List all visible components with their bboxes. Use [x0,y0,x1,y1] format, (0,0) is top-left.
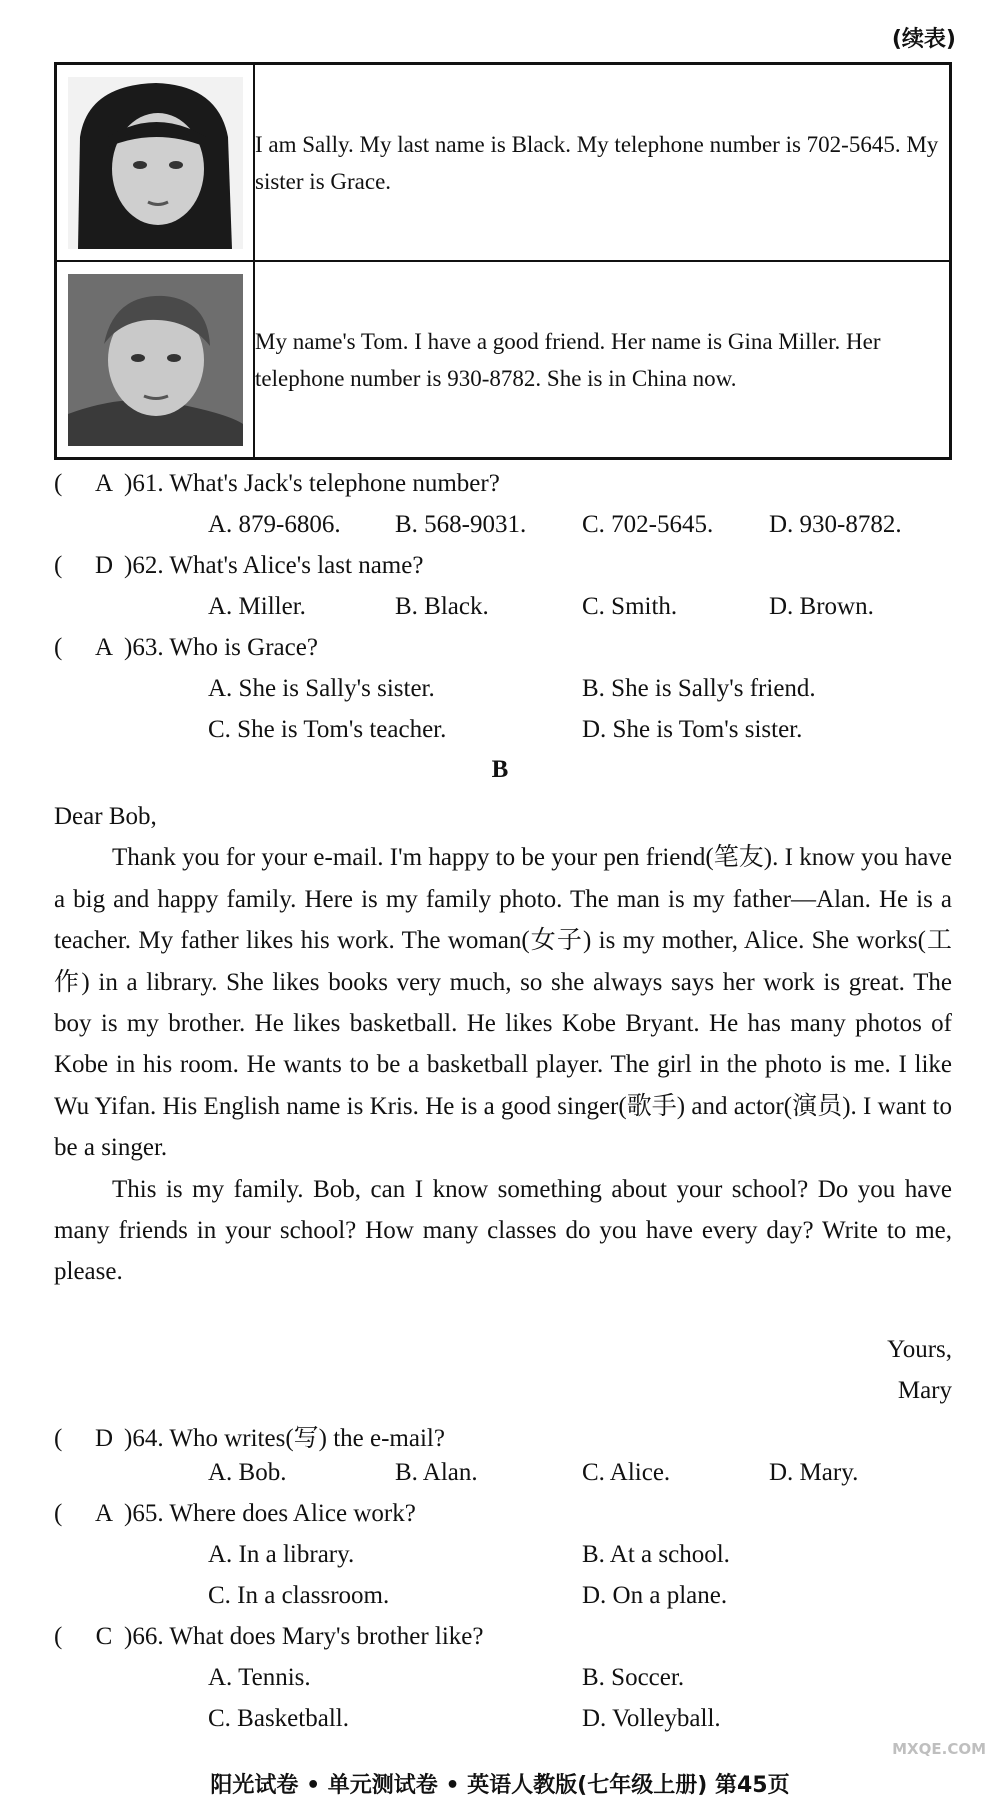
profile-row-tom [56,261,951,459]
profile-photo-cell [56,64,255,262]
option-b: B. She is Sally's friend. [582,675,816,702]
answer-letter: D [94,1425,114,1452]
letter-greeting: Dear Bob, [54,803,157,830]
answer-letter: D [94,552,114,579]
option-c: C. In a classroom. [208,1582,390,1609]
open-paren: ( [54,1500,63,1527]
boy-portrait-photo [68,274,243,446]
open-paren: ( [54,1623,63,1650]
question-stem: )63. Who is Grace? [124,634,318,661]
option-c: C. She is Tom's teacher. [208,716,447,743]
question-63 [54,634,318,662]
answer-letter: A [94,470,114,497]
watermark: MXQE.COM [892,1740,986,1758]
option-d: D. 930-8782. [769,511,902,538]
profile-table [54,62,952,460]
section-b-heading: B [491,756,509,783]
open-paren: ( [54,552,63,579]
option-a: A. Bob. [208,1459,287,1486]
open-paren: ( [54,1425,63,1452]
option-a: A. In a library. [208,1541,355,1568]
option-c: C. Alice. [582,1459,671,1486]
letter-paragraph-2: This is my family. Bob, can I know something about your school? Do you have many friends in your school? How many classes do you have every day? Write to me, please. [54,1175,952,1286]
option-b: B. At a school. [582,1541,730,1568]
question-65 [54,1500,416,1528]
question-stem: )66. What does Mary's brother like? [124,1623,484,1650]
profile-text: I am Sally. My last name is Black. My telephone number is 702-5645. My sister is Grace. [254,64,951,262]
option-d: D. Volleyball. [582,1705,721,1732]
open-paren: ( [54,634,63,661]
profile-text: My name's Tom. I have a good friend. Her name is Gina Miller. Her telephone number is 930-8782. She is in China now. [254,261,951,459]
option-b: B. Soccer. [582,1664,685,1691]
option-d: D. Brown. [769,593,874,620]
letter-paragraph-1: Thank you for your e-mail. I'm happy to be your pen friend(笔友). I know you have a big and happy family. Here is my family photo. The man is my father—Alan. He is a teacher. My father likes his work. The woman(女子) is my mother, Alice. She works(工作) in a library. She likes books very much, so she always says her work is great. The boy is my brother. He likes basketball. He likes Kobe Bryant. He has many photos of Kobe in his room. He wants to be a basketball player. The girl in the photo is me. I like Wu Yifan. His English name is Kris. He is a good singer(歌手) and actor(演员). I want to be a singer. [54,844,952,1162]
answer-letter: C [95,1623,113,1650]
option-b: B. Black. [395,593,489,620]
option-d: D. Mary. [769,1459,859,1486]
option-a: A. Tennis. [208,1664,311,1691]
question-62 [54,552,423,580]
answer-letter: A [94,634,114,661]
question-64 [54,1418,445,1454]
question-stem: )62. What's Alice's last name? [124,552,424,579]
question-61 [54,470,500,498]
option-a: A. 879-6806. [208,511,341,538]
option-c: C. Basketball. [208,1705,349,1732]
girl-portrait-photo [68,77,243,249]
answer-letter: A [94,1500,114,1527]
question-stem: )64. Who writes(写) the e-mail? [124,1425,445,1452]
profile-photo-cell [56,261,255,459]
option-a: A. Miller. [208,593,306,620]
option-d: D. On a plane. [582,1582,728,1609]
option-c: C. Smith. [582,593,678,620]
option-b: B. Alan. [395,1459,478,1486]
page-footer: 阳光试卷 • 单元测试卷 • 英语人教版(七年级上册) 第45页 [210,1773,790,1798]
option-c: C. 702-5645. [582,511,714,538]
letter-closing: Yours, [887,1336,952,1363]
open-paren: ( [54,470,63,497]
profile-row-sally [56,64,951,262]
question-stem: )61. What's Jack's telephone number? [124,470,500,497]
option-a: A. She is Sally's sister. [208,675,435,702]
question-66 [54,1623,484,1651]
question-stem: )65. Where does Alice work? [124,1500,416,1527]
option-b: B. 568-9031. [395,511,527,538]
letter-body [54,796,952,1293]
letter-signature: Mary [897,1377,952,1404]
option-d: D. She is Tom's sister. [582,716,803,743]
continued-label: (续表) [891,27,956,52]
